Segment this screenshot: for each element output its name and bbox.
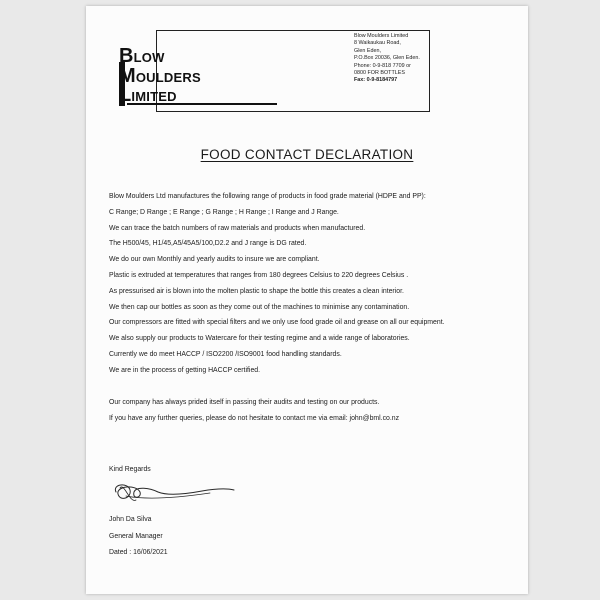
logo-underline [127,103,277,105]
body-line: We then cap our bottles as soon as they come out of the machines to minimise any contamination. [109,303,410,311]
regards-text: Kind Regards [109,466,151,473]
declaration-body [109,189,519,379]
fax-number: Fax: 0-9-8184797 [354,77,398,84]
body-line: As pressurised air is blown into the molten plastic to shape the bottle this creates a clean interior. [109,287,404,295]
body-line: Currently we do meet HACCP / ISO2200 /ISO9001 food handling standards. [109,350,342,358]
body-line: We also supply our products to Watercare for their testing regime and a wide range of laboratories. [109,335,410,343]
body-line: We are in the process of getting HACCP certified. [109,366,261,374]
address-line: P.O.Box 20036, Glen Eden. [354,55,420,62]
body-line: Blow Moulders Ltd manufactures the following range of products in food grade material (HDPE and PP): [109,193,426,200]
body-line: We do our own Monthly and yearly audits to insure we are compliant. [109,256,320,264]
address-line: Blow Moulders Limited [354,33,409,39]
body-line: Plastic is extruded at temperatures that ranges from 180 degrees Celsius to 220 degrees Celsius . [109,271,409,279]
company-logo [119,46,211,111]
address-line: Phone: 0-9-818 7709 or [354,62,411,69]
logo-line-1: BLOW [119,45,165,67]
company-address [354,33,434,85]
signatory-position: General Manager [109,532,163,540]
signoff-block [109,512,168,562]
address-line: 8 Waikaukau Road, [354,40,401,47]
body-line: Our compressors are fitted with special filters and we only use food grade oil and grease on all our equipment. [109,319,445,327]
closing-line: Our company has always prided itself in passing their audits and testing on our products. [109,399,380,406]
signatory-name: John Da Silva [109,516,152,523]
closing-paragraph [109,395,519,427]
document-page [86,6,528,594]
document-title: FOOD CONTACT DECLARATION [200,147,414,162]
logo-line-3: LIMITED [119,84,177,106]
closing-line: If you have any further queries, please do not hesitate to contact me via email: john@bml.co.nz [109,415,400,422]
logo-line-2: MOULDERS [119,65,201,87]
body-line: C Range; D Range ; E Range ; G Range ; H Range ; I Range and J Range. [109,208,339,216]
body-line: We can trace the batch numbers of raw materials and products when manufactured. [109,224,366,232]
address-line: 0800 FOR BOTTLES [354,70,405,77]
address-line: Glen Eden, [354,47,381,54]
body-line: The H500/45, H1/45,A5/45A5/100,D2.2 and J range is DG rated. [109,240,307,248]
document-date: Dated : 16/06/2021 [109,549,168,556]
handwritten-signature [106,478,246,510]
